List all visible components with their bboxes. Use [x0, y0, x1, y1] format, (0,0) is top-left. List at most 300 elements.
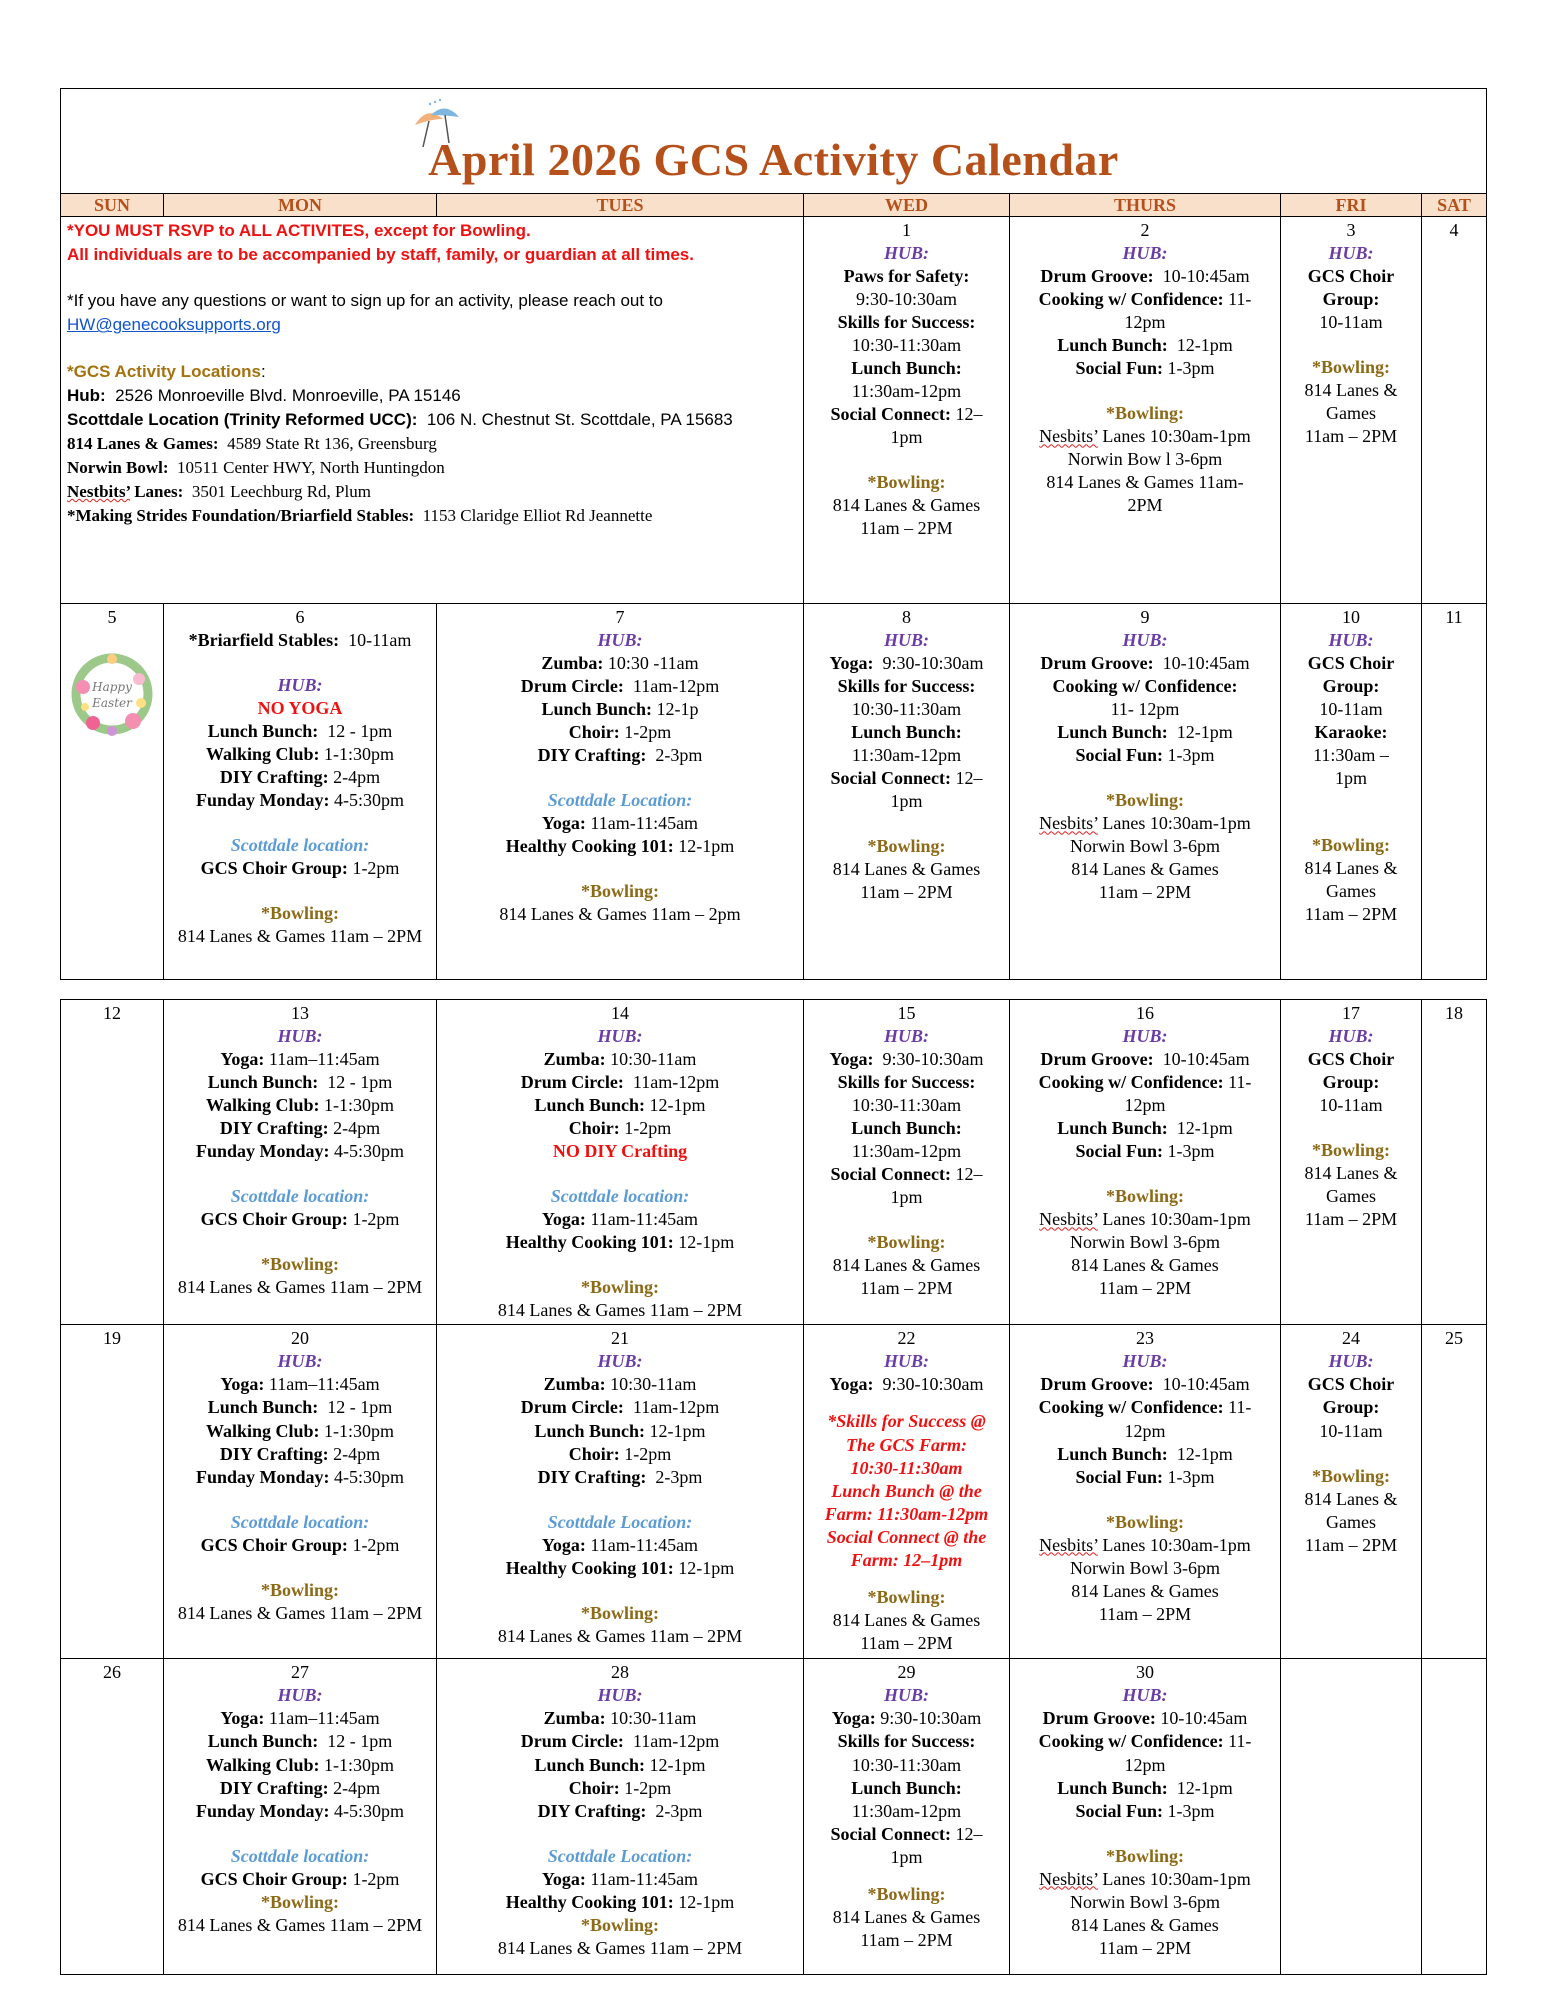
bowling-label: *Bowling: [580, 881, 659, 902]
activity-time: 10-10:45am [1162, 1049, 1250, 1070]
activity: Group: [1322, 1072, 1380, 1093]
activity: Drum Groove: [1042, 1708, 1156, 1729]
activity-time: 10:30-11am [610, 1049, 697, 1070]
activity: GCS Choir [1307, 653, 1395, 674]
activity-time: 12pm [1124, 1095, 1166, 1116]
cancel-notice: NO YOGA [257, 698, 343, 719]
bowling-location: Norwin Bowl 3-6pm [1070, 1557, 1220, 1578]
bowling-location: Nesbits’ [1039, 1209, 1098, 1230]
bowling-label: *Bowling: [867, 1586, 946, 1607]
activity-time: 2-3pm [655, 745, 703, 766]
hub-label: HUB: [1122, 630, 1168, 651]
hub-label: HUB: [1122, 1685, 1168, 1706]
locations-label: *GCS Activity Locations [67, 361, 261, 381]
day-cell [1422, 217, 1487, 604]
bowling-location: Nesbits’ [1039, 1868, 1098, 1889]
activity: Group: [1322, 289, 1380, 310]
activity: Social Connect: [830, 1164, 951, 1185]
date-number: 13 [291, 1003, 309, 1023]
activity: Choir: [568, 1777, 620, 1798]
hub-label: HUB: [277, 1026, 323, 1047]
bowling-location: 814 Lanes & Games 11am – 2PM [177, 1602, 423, 1623]
activity-time: 10:30-11:30am [851, 1095, 962, 1116]
activity-time: 10-11am [348, 630, 412, 651]
bowling-label: *Bowling: [260, 1254, 339, 1275]
scottdale-label: Scottdale Location: [547, 1511, 693, 1532]
activity-time: 10:30-11:30am [851, 335, 962, 356]
activity-time: 1-3pm [1167, 358, 1215, 379]
week-row [61, 1659, 1487, 1975]
activity: Yoga: [829, 653, 874, 674]
activity: Social Connect: [830, 768, 951, 789]
bowling-label: *Bowling: [1311, 357, 1390, 378]
activity: Yoga: [541, 813, 586, 834]
activity: Zumba: [543, 1708, 606, 1729]
activity: Social Fun: [1075, 1800, 1163, 1821]
activity-time: 12-1pm [1176, 335, 1233, 356]
activity-time: 9:30-10:30am [882, 1374, 984, 1395]
day-cell [804, 1000, 1010, 1325]
activity: Paws for Safety: [843, 266, 970, 287]
activity-time: 1-3pm [1167, 1800, 1215, 1821]
date-number: 5 [107, 607, 117, 627]
calendar-page [60, 88, 1486, 1975]
activity-time: 10-10:45am [1162, 1374, 1250, 1395]
easter-wreath-image [69, 639, 155, 749]
bowling-location: 814 Lanes & Games 11am – 2PM [497, 1625, 743, 1646]
hub-label: HUB: [1122, 1026, 1168, 1047]
bowling-time: 11am – 2PM [1098, 1603, 1192, 1624]
activity: Social Fun: [1075, 358, 1163, 379]
activity-time: 1-2pm [352, 1868, 400, 1889]
hub-label: HUB: [1328, 1026, 1374, 1047]
activity: Lunch Bunch: [534, 1420, 646, 1441]
date-number: 21 [611, 1328, 629, 1349]
date-number: 6 [295, 607, 305, 627]
activity: Choir: [568, 1443, 620, 1464]
activity-time: 12 - 1pm [327, 721, 393, 742]
bowling-location: 814 Lanes & [1304, 1163, 1398, 1184]
activity: Lunch Bunch: [207, 1731, 319, 1752]
activity: DIY Crafting: [537, 745, 647, 766]
scottdale-label: Scottdale location: [230, 1511, 370, 1532]
scottdale-label: Scottdale location: [230, 1186, 370, 1207]
hub-address: 2526 Monroeville Blvd. Monroeville, PA 15146 [115, 385, 461, 405]
activity-time: 1-1:30pm [324, 1754, 395, 1775]
scottdale-address: 106 N. Chestnut St. Scottdale, PA 15683 [426, 409, 733, 429]
activity: GCS Choir [1307, 1049, 1395, 1070]
date-number: 17 [1342, 1003, 1360, 1023]
activity: Cooking w/ Confidence: [1038, 1731, 1224, 1752]
accompany-notice: All individuals are to be accompanied by staff, family, or guardian at all times. [67, 245, 694, 265]
activity: Drum Circle: [520, 1731, 624, 1752]
bowling-location: 814 Lanes & Games [832, 1255, 981, 1276]
activity-time: 1-2pm [624, 722, 672, 743]
bowling-time: 11am – 2PM [860, 1929, 953, 1950]
activity-time: 1pm [890, 791, 923, 812]
bowling-location: Nesbits’ [1039, 426, 1098, 447]
nesbits-address: 3501 Leechburg Rd, Plum [191, 482, 371, 502]
bowling-label: *Bowling: [1311, 1140, 1390, 1161]
activity: Lunch Bunch: [851, 1118, 962, 1139]
activity: Lunch Bunch: [851, 722, 962, 743]
activity-time: 10:30-11am [610, 1374, 697, 1395]
activity-time: 12pm [1124, 1420, 1166, 1441]
calendar-table [60, 88, 1487, 1975]
bowling-time: 11am – 2PM [1304, 426, 1398, 447]
activity-time: 12-1pm [678, 1557, 735, 1578]
bowling-label: *Bowling: [867, 1232, 946, 1253]
hub-label: Hub: [67, 385, 106, 405]
activity: Zumba: [543, 1049, 606, 1070]
bowling-location: 814 Lanes & Games 11am – 2PM [497, 1300, 743, 1321]
activity-time: 1-1:30pm [324, 744, 395, 765]
hub-label: HUB: [884, 630, 929, 651]
activity: Zumba: [543, 1374, 606, 1395]
bowling-location: 814 Lanes & Games 11am- [1046, 472, 1244, 493]
activity: Cooking w/ Confidence: [1038, 289, 1224, 310]
activity: Karaoke: [1314, 722, 1388, 743]
norwin-label: Norwin Bowl: [67, 458, 169, 477]
activity-time: 11:30am-12pm [851, 1800, 962, 1821]
bowling-time: Lanes 10:30am-1pm [1102, 426, 1251, 447]
date-number: 1 [902, 220, 911, 240]
bowling-label: *Bowling: [867, 1883, 946, 1904]
activity-time: 11am–11:45am [268, 1374, 380, 1395]
bowling-location: Nesbits’ [1039, 1534, 1098, 1555]
date-number: 7 [615, 607, 625, 627]
activity-time: 12– [955, 768, 983, 789]
day-cell [1010, 604, 1281, 980]
svg-text:Easter: Easter [92, 696, 132, 711]
day-cell [164, 604, 437, 980]
activity: Yoga: [829, 1374, 874, 1395]
hub-label: HUB: [884, 1026, 929, 1047]
activity: Healthy Cooking 101: [505, 1232, 674, 1253]
hub-label: HUB: [884, 1685, 929, 1706]
bowling-location: 814 Lanes & Games [1071, 1580, 1219, 1601]
day-cell [1281, 1659, 1422, 1975]
activity: Walking Club: [205, 744, 320, 765]
activity-time: 12 - 1pm [327, 1072, 393, 1093]
activity-time: 1-3pm [1167, 1466, 1215, 1487]
day-cell [1422, 1325, 1487, 1659]
activity-time: 10-11am [1319, 1420, 1383, 1441]
day-cell [61, 1659, 164, 1975]
hub-label: HUB: [597, 1685, 643, 1706]
activity-time: 2-3pm [655, 1800, 703, 1821]
activity: Walking Club: [205, 1095, 320, 1116]
activity: Social Fun: [1075, 745, 1163, 766]
activity-time: 11:30am-12pm [851, 1141, 962, 1162]
activity-time: 11am-12pm [632, 1072, 720, 1093]
bowling-location: 814 Lanes & Games 11am – 2pm [499, 904, 741, 925]
activity-time: 10-11am [1319, 312, 1383, 333]
activity-time: 12-1pm [649, 1420, 706, 1441]
scottdale-label: Scottdale Location: [547, 1845, 693, 1866]
activity-time: 1-2pm [352, 1534, 400, 1555]
activity-time: 11- [1228, 1072, 1252, 1093]
activity: Cooking w/ Confidence: [1038, 1072, 1224, 1093]
activity: Healthy Cooking 101: [505, 1557, 674, 1578]
activity: Skills for Success: [837, 1072, 976, 1093]
activity-time: 11- [1228, 1731, 1252, 1752]
activity-time: 11am-11:45am [590, 1868, 699, 1889]
activity-time: 12-1pm [649, 1095, 706, 1116]
activity-time: 11am-12pm [632, 1731, 720, 1752]
activity-time: 4-5:30pm [334, 1800, 405, 1821]
bowling-location: Norwin Bowl 3-6pm [1070, 836, 1220, 857]
bowling-location: 814 Lanes & [1304, 1488, 1398, 1509]
activity: Lunch Bunch: [207, 721, 319, 742]
activity-time: 2-4pm [333, 767, 381, 788]
hub-label: HUB: [597, 1026, 643, 1047]
bowling-label: *Bowling: [260, 1891, 339, 1912]
activity: Funday Monday: [195, 790, 330, 811]
scottdale-label: Scottdale Location: [547, 790, 693, 811]
activity-time: 12-1pm [1176, 1443, 1233, 1464]
activity-time: 2-4pm [333, 1443, 381, 1464]
activity: Lunch Bunch: [534, 1095, 646, 1116]
activity: GCS Choir Group: [200, 1534, 348, 1555]
day-cell [1422, 1000, 1487, 1325]
bowling-location: 814 Lanes & Games 11am – 2PM [177, 1914, 423, 1935]
norwin-address: 10511 Center HWY, North Huntingdon [177, 458, 445, 477]
activity: Lunch Bunch: [207, 1397, 319, 1418]
activity: Yoga: [541, 1534, 586, 1555]
hub-label: HUB: [597, 1351, 643, 1372]
activity-time: 12-1pm [678, 1891, 735, 1912]
lanes-address: 4589 State Rt 136, Greensburg [227, 433, 437, 453]
activity-time: 12-1pm [1176, 1118, 1233, 1139]
activity: DIY Crafting: [219, 767, 329, 788]
date-number: 25 [1445, 1328, 1464, 1349]
activity-time: 11- 12pm [1110, 699, 1180, 720]
bowling-label: *Bowling: [1105, 790, 1184, 811]
day-cell [1422, 604, 1487, 980]
day-cell [164, 1000, 437, 1325]
svg-text:Happy: Happy [92, 680, 132, 695]
activity-time: 10:30-11am [610, 1708, 697, 1729]
day-header: SAT [1422, 194, 1487, 217]
activity: Social Connect: [830, 404, 951, 425]
activity: Lunch Bunch: [1057, 335, 1168, 356]
activity-time: 10-10:45am [1162, 266, 1250, 287]
activity-time: 1pm [1334, 768, 1367, 789]
day-cell [1010, 1000, 1281, 1325]
date-number: 19 [103, 1328, 121, 1349]
activity-time: 10-10:45am [1160, 1708, 1248, 1729]
bowling-label: *Bowling: [1105, 1845, 1184, 1866]
bowling-time: 11am – 2PM [860, 1632, 953, 1653]
rsvp-notice: *YOU MUST RSVP to ALL ACTIVITES, except for Bowling. [67, 221, 531, 240]
activity-time: 4-5:30pm [334, 1141, 405, 1162]
bowling-time: 11am – 2PM [1098, 882, 1192, 903]
activity-time: 2-4pm [333, 1777, 381, 1798]
info-cell: *YOU MUST RSVP to ALL ACTIVITES, except for Bowling. All individuals are to be accompanied by staff, family, or guardian at all times. *If you have any questions or want to sign up for an activity, please reach out to HW@genecooksupports.org *GCS Activity Locations: Hub: 2526 Monroeville Blvd. Monroeville, PA 15146 Scottdale Location (Trinity Reformed UCC): 106 N. Chestnut St. Scottdale, PA 15683 814 Lanes & Games: 4589 State Rt 136, Greensburg Norwin Bowl: 10511 Center HWY, North Huntingdon Nestbits’ Lanes: 3501 Leechburg Rd, Plum *Making Strides Foundation/Briarfield Stables: 1153 Claridge Elliot Rd Jeannette [61, 217, 804, 604]
hub-label: HUB: [1328, 1351, 1374, 1372]
day-header: MON [164, 194, 437, 217]
farm-notice: Farm: 11:30am-12pm [824, 1503, 989, 1524]
week-row [61, 1000, 1487, 1325]
activity: Drum Groove: [1040, 653, 1154, 674]
activity: GCS Choir Group: [200, 1868, 348, 1889]
bowling-time: 11am – 2PM [1098, 1278, 1192, 1299]
bowling-label: *Bowling: [867, 472, 946, 493]
activity: Lunch Bunch: [1057, 1118, 1168, 1139]
activity: Group: [1322, 1397, 1380, 1418]
activity-time: 1pm [890, 427, 923, 448]
activity: Lunch Bunch: [534, 1754, 646, 1775]
date-number: 22 [897, 1328, 916, 1349]
activity-time: 12-1pm [1176, 722, 1233, 743]
activity: Drum Groove: [1040, 1049, 1154, 1070]
day-header: FRI [1281, 194, 1422, 217]
activity: Group: [1322, 676, 1380, 697]
bowling-label: *Bowling: [1311, 835, 1390, 856]
activity-time: 1-3pm [1167, 1141, 1215, 1162]
bowling-location: 814 Lanes & Games [832, 1906, 981, 1927]
bowling-label: *Bowling: [1105, 403, 1184, 424]
bowling-label: *Bowling: [580, 1277, 659, 1298]
activity: *Briarfield Stables: [188, 630, 340, 651]
activity: DIY Crafting: [219, 1118, 329, 1139]
scottdale-label: Scottdale Location (Trinity Reformed UCC): [67, 409, 418, 429]
activity-time: 12-1pm [678, 1232, 735, 1253]
activity-time: 1pm [890, 1187, 923, 1208]
date-number: 28 [611, 1662, 629, 1683]
day-cell [164, 1659, 437, 1975]
activity: Yoga: [541, 1868, 586, 1889]
bowling-location: 814 Lanes & Games [1071, 1255, 1219, 1276]
activity: Cooking w/ Confidence: [1038, 1397, 1224, 1418]
activity: Lunch Bunch: [541, 699, 653, 720]
hub-label: HUB: [884, 1351, 929, 1372]
activity-time: 1-2pm [624, 1118, 672, 1139]
activity: DIY Crafting: [537, 1466, 647, 1487]
activity: Healthy Cooking 101: [505, 1891, 674, 1912]
date-number: 12 [103, 1003, 121, 1023]
activity-time: 1pm [890, 1846, 923, 1867]
email-link[interactable]: HW@genecooksupports.org [67, 315, 281, 335]
day-cell [437, 604, 804, 980]
bowling-location: 814 Lanes & [1304, 858, 1398, 879]
bowling-time: 11am – 2PM [860, 1278, 953, 1299]
activity-time: 11am-11:45am [590, 813, 699, 834]
bowling-time: Lanes 10:30am-1pm [1102, 813, 1251, 834]
activity: Lunch Bunch: [1057, 1443, 1168, 1464]
date-number: 9 [1140, 607, 1150, 627]
bowling-location: Games [1326, 403, 1376, 424]
activity-time: 12 - 1pm [327, 1397, 393, 1418]
date-number: 24 [1342, 1328, 1360, 1349]
farm-notice: 10:30-11:30am [850, 1457, 963, 1478]
activity-time: 1-2pm [624, 1443, 672, 1464]
activity: Drum Circle: [520, 1397, 624, 1418]
activity: Drum Circle: [520, 1072, 624, 1093]
bowling-label: *Bowling: [1105, 1186, 1184, 1207]
activity-time: 1-2pm [352, 858, 400, 879]
activity-time: 11am-12pm [632, 1397, 720, 1418]
date-number: 15 [897, 1003, 916, 1023]
day-header: SUN [61, 194, 164, 217]
day-cell [804, 1325, 1010, 1659]
date-number: 29 [897, 1662, 916, 1683]
activity-time: 11- [1228, 289, 1252, 310]
day-cell [61, 604, 164, 980]
activity: Funday Monday: [195, 1800, 330, 1821]
farm-notice: *Skills for Success @ [827, 1411, 986, 1432]
day-cell [164, 1325, 437, 1659]
activity-time: 4-5:30pm [334, 790, 405, 811]
bowling-location: 814 Lanes & Games [832, 1609, 981, 1630]
activity-time: 1-3pm [1167, 745, 1215, 766]
day-cell [804, 217, 1010, 604]
activity-time: 12 - 1pm [327, 1731, 393, 1752]
activity: Cooking w/ Confidence: [1052, 676, 1238, 697]
activity: Yoga: [220, 1049, 265, 1070]
hub-label: HUB: [1122, 243, 1168, 264]
day-header-row [61, 194, 1487, 217]
activity-time: 1-2pm [624, 1777, 672, 1798]
week-row [61, 217, 1487, 604]
bowling-location: Games [1326, 881, 1376, 902]
activity: Yoga: [220, 1708, 265, 1729]
activity-time: 1-1:30pm [324, 1420, 395, 1441]
bowling-location: 814 Lanes & [1304, 380, 1398, 401]
title-cell [61, 89, 1487, 194]
activity: Lunch Bunch: [1057, 722, 1168, 743]
day-header: THURS [1010, 194, 1281, 217]
day-cell [1010, 1325, 1281, 1659]
date-number: 14 [611, 1003, 629, 1023]
bowling-time: 11am – 2PM [1304, 904, 1398, 925]
bowling-location: 814 Lanes & Games [832, 495, 981, 516]
activity: Skills for Success: [837, 312, 976, 333]
bowling-location: 814 Lanes & Games [1071, 1914, 1219, 1935]
bowling-location: Norwin Bowl 3-6pm [1070, 1232, 1220, 1253]
farm-notice: Social Connect @ the [826, 1526, 987, 1547]
day-header: TUES [437, 194, 804, 217]
activity-time: 11- [1228, 1397, 1252, 1418]
date-number: 20 [291, 1328, 309, 1349]
day-cell [1010, 1659, 1281, 1975]
activity-time: 11am-11:45am [590, 1209, 699, 1230]
date-number: 4 [1449, 220, 1459, 240]
activity-time: 12pm [1124, 1754, 1166, 1775]
activity-time: 11am-11:45am [590, 1534, 699, 1555]
activity-time: 9:30-10:30am [882, 653, 984, 674]
activity: Lunch Bunch: [851, 1777, 962, 1798]
activity: Funday Monday: [195, 1466, 330, 1487]
bowling-location: 814 Lanes & Games [832, 859, 981, 880]
activity: DIY Crafting: [219, 1777, 329, 1798]
page-title: April 2026 GCS Activity Calendar [428, 134, 1119, 185]
strides-address: 1153 Claridge Elliot Rd Jeannette [422, 506, 653, 526]
activity: Yoga: [829, 1049, 874, 1070]
activity-time: 12pm [1124, 312, 1166, 333]
bowling-time: 11am – 2PM [1304, 1209, 1398, 1230]
day-cell [1010, 217, 1281, 604]
bowling-label: *Bowling: [260, 1579, 339, 1600]
activity-time: 11:30am-12pm [851, 745, 962, 766]
hub-label: HUB: [1122, 1351, 1168, 1372]
nesbits-name: Nestbits’ [67, 482, 130, 502]
bowling-time: 2PM [1127, 495, 1163, 516]
bowling-location: Nesbits’ [1039, 813, 1098, 834]
activity-time: 9:30-10:30am [856, 289, 957, 310]
activity-time: 2-3pm [655, 1466, 703, 1487]
